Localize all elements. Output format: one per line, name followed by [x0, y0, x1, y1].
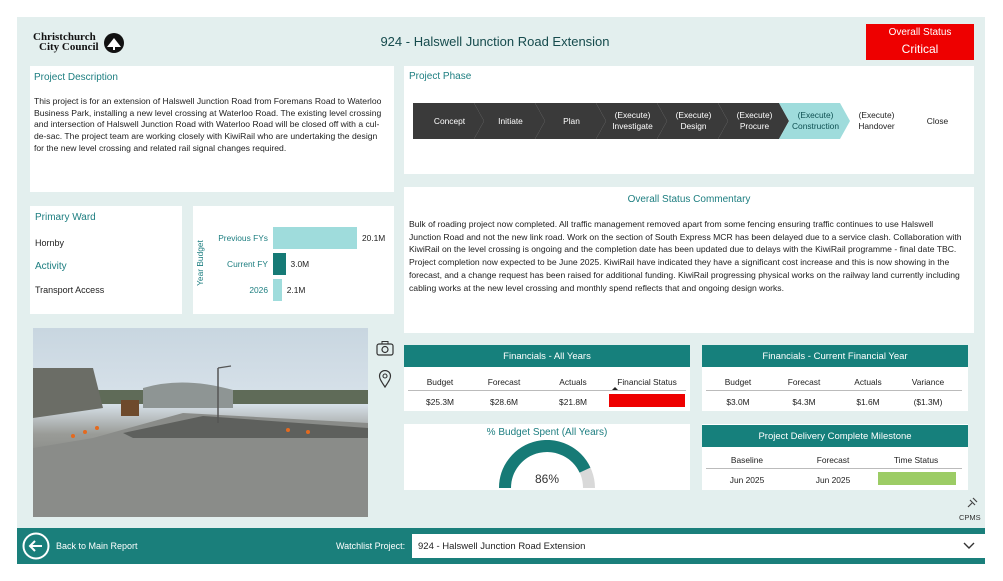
cpms-link-icon[interactable]	[966, 497, 978, 509]
back-to-main-button[interactable]: Back to Main Report	[56, 541, 138, 551]
status-commentary-title: Overall Status Commentary	[627, 194, 751, 205]
milestone-divider	[706, 468, 962, 469]
financial-status-indicator	[609, 394, 685, 407]
watchlist-project-select[interactable]	[412, 534, 985, 558]
budget-bar-value: 2.1M	[286, 285, 306, 295]
milestone-forecast-label: Forecast	[816, 455, 850, 465]
milestone-baseline-label: Baseline	[730, 455, 764, 465]
logo-line1: Christchurch	[33, 31, 96, 43]
project-description-title: Project Description	[34, 72, 118, 83]
milestone-title: Project Delivery Complete Milestone	[702, 425, 968, 447]
fin-all-forecast-value: $28.6M	[490, 397, 518, 407]
budget-bar-label: Current FY	[227, 259, 268, 269]
fin-cur-budget-value: $3.0M	[726, 397, 750, 407]
phase-step-label: (Execute) Investigate	[612, 110, 653, 131]
primary-ward-label: Primary Ward	[35, 212, 96, 223]
milestone-baseline-value: Jun 2025	[729, 475, 765, 485]
budget-bar-label: 2026	[249, 285, 268, 295]
back-arrow-icon[interactable]	[22, 532, 50, 560]
camera-icon[interactable]	[376, 340, 394, 356]
page-title: 924 - Halswell Junction Road Extension	[380, 34, 610, 49]
fin-all-forecast-label: Forecast	[487, 377, 521, 387]
financials-all-years-title: Financials - All Years	[404, 345, 690, 367]
fin-cur-actuals-value: $1.6M	[856, 397, 880, 407]
year-budget-axis-label: Year Budget	[195, 240, 205, 286]
cpms-label[interactable]: CPMS	[959, 513, 981, 522]
fin-all-budget-value: $25.3M	[426, 397, 454, 407]
budget-spent-value: 86%	[534, 472, 560, 486]
chevron-down-icon[interactable]	[963, 542, 975, 550]
watchlist-label: Watchlist Project:	[336, 541, 406, 551]
fin-all-divider	[408, 390, 686, 391]
time-status-indicator	[878, 472, 956, 485]
financials-current-fy-title: Financials - Current Financial Year	[702, 345, 968, 367]
fin-cur-forecast-value: $4.3M	[792, 397, 816, 407]
council-emblem-icon	[103, 32, 125, 54]
fin-all-budget-label: Budget	[426, 377, 454, 387]
budget-bar-label: Previous FYs	[218, 233, 268, 243]
budget-bar[interactable]	[273, 279, 282, 301]
overall-status-label: Overall Status	[888, 27, 952, 38]
map-pin-icon[interactable]	[378, 370, 392, 388]
sort-indicator-icon[interactable]	[610, 386, 620, 392]
phase-step-label: Close	[926, 115, 949, 126]
overall-status-badge	[866, 24, 974, 60]
logo-line2: City Council	[39, 41, 99, 53]
project-description-text: This project is for an extension of Halswell Junction Road from Foremans Road to Waterloo Business Park, installing a new level crossing at Waterloo Road. The existing level crossing and intersection of Halswell Junction Road with Waterloo Road will be closed off with a cul-de-sac. The project team are working closely with KiwiRail who are undertaking the design for the new level crossing and related rail signal changes required.	[34, 96, 382, 153]
fin-cur-forecast-label: Forecast	[787, 377, 821, 387]
fin-cur-divider	[706, 390, 962, 391]
phase-step-label: (Execute) Procure	[736, 110, 773, 131]
milestone-forecast-value: Jun 2025	[815, 475, 851, 485]
budget-spent-title: % Budget Spent (All Years)	[486, 427, 608, 438]
council-logo	[33, 32, 125, 54]
activity-value: Transport Access	[35, 285, 105, 295]
budget-bar-value: 3.0M	[290, 259, 310, 269]
fin-cur-actuals-label: Actuals	[854, 377, 882, 387]
phase-step-label: (Execute) Construction	[791, 110, 839, 131]
fin-cur-budget-label: Budget	[724, 377, 752, 387]
budget-bar-value: 20.1M	[362, 233, 386, 243]
project-phase-title: Project Phase	[409, 71, 472, 82]
primary-ward-value: Hornby	[35, 238, 65, 248]
budget-bar[interactable]	[273, 227, 357, 249]
fin-all-actuals-label: Actuals	[559, 377, 587, 387]
phase-step-label: Concept	[433, 115, 466, 126]
phase-step-label: (Execute) Design	[675, 110, 712, 131]
status-commentary-text: Bulk of roading project now completed. All traffic management removed apart from some fencing ensuring traffic continues to use Halswell Junction Road and not the new link road. Work on the section of South Express MCR has been delayed due to a service clash. Collaboration with KiwiRail on the level crossing is ongoing and the completion date has been updated due to delays with the KiwiRail programme - final date TBC. Project completion now expected to be June 2025. KiwiRail have indicated they have a significant cost increase and this is now showing in the forecast, and a change request has been raised for additional funding. KiwiRail progressing physical works on the railway land currently including cabling works at the new level crossing and monthly spend reflects that and ongoing design works.	[409, 219, 962, 293]
phase-step-label: Initiate	[498, 115, 523, 126]
activity-label: Activity	[35, 261, 67, 272]
fin-cur-variance-value: ($1.3M)	[913, 397, 943, 407]
overall-status-value: Critical	[901, 42, 939, 56]
fin-all-actuals-value: $21.8M	[559, 397, 587, 407]
fin-cur-variance-label: Variance	[911, 377, 945, 387]
phase-step-label: (Execute) Handover	[858, 110, 895, 131]
fin-all-status-label: Financial Status	[617, 377, 677, 387]
site-photo	[33, 328, 368, 517]
milestone-time-status-label: Time Status	[893, 455, 939, 465]
phase-step-label: Plan	[563, 115, 580, 126]
watchlist-selected-value: 924 - Halswell Junction Road Extension	[418, 540, 586, 552]
budget-bar[interactable]	[273, 253, 286, 275]
